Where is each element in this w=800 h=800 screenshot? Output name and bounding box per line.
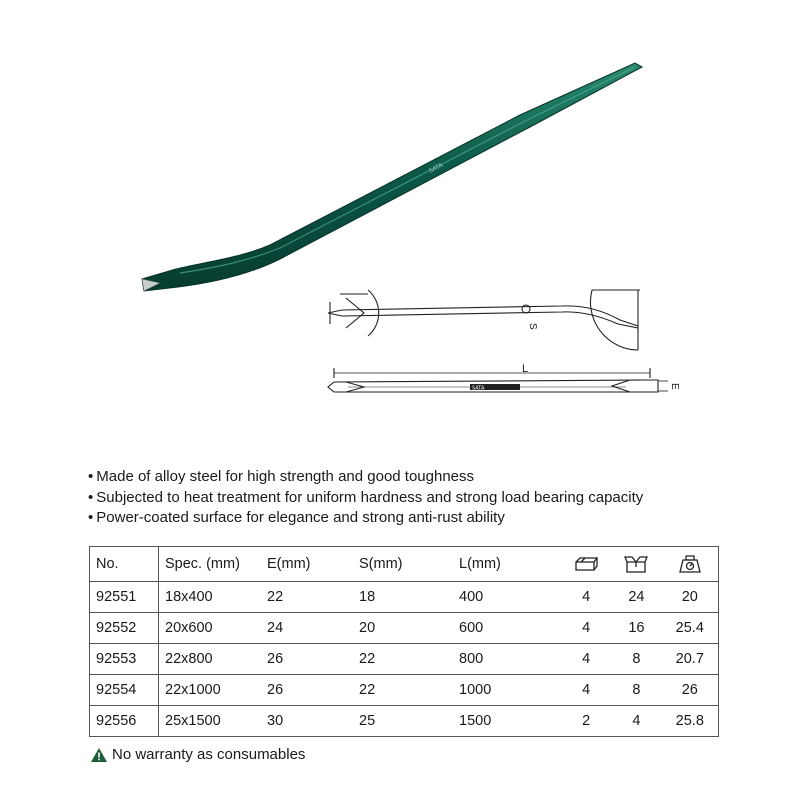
- table-row: [90, 675, 719, 706]
- cell-spec: 20x600: [159, 613, 262, 644]
- cell-weight: 25.4: [662, 613, 719, 644]
- feature-item: • Subjected to heat treatment for uniform hardness and strong load bearing capacity: [88, 488, 728, 509]
- diagram-engraving: SATA: [472, 385, 485, 392]
- warranty-notice: [90, 746, 305, 763]
- inner-box-icon: [561, 547, 611, 582]
- cell-s: 22: [353, 675, 453, 706]
- table-row: [90, 644, 719, 675]
- feature-item: • Power-coated surface for elegance and strong anti-rust ability: [88, 508, 728, 529]
- header-spec: Spec. (mm): [159, 547, 262, 582]
- header-no: No.: [90, 547, 159, 582]
- table-row: [90, 582, 719, 613]
- cell-weight: 25.8: [662, 706, 719, 737]
- cell-spec: 18x400: [159, 582, 262, 613]
- table-row: [90, 706, 719, 737]
- length-label: L: [522, 363, 529, 375]
- cell-carton: 8: [611, 644, 661, 675]
- warning-triangle-icon: [90, 747, 108, 763]
- end-label: E: [669, 383, 680, 390]
- cell-spec: 25x1500: [159, 706, 262, 737]
- cell-no: 92554: [90, 675, 159, 706]
- cell-spec: 22x800: [159, 644, 262, 675]
- feature-item: • Made of alloy steel for high strength and good toughness: [88, 467, 728, 488]
- cell-inner: 4: [561, 675, 611, 706]
- table-row: [90, 613, 719, 644]
- cell-weight: 26: [662, 675, 719, 706]
- scale-icon: [662, 547, 719, 582]
- svg-text:SATA: SATA: [427, 161, 445, 175]
- cell-l: 400: [453, 582, 561, 613]
- cell-weight: 20: [662, 582, 719, 613]
- cell-carton: 24: [611, 582, 661, 613]
- cell-l: 600: [453, 613, 561, 644]
- cell-s: 22: [353, 644, 453, 675]
- cell-s: 20: [353, 613, 453, 644]
- cell-inner: 4: [561, 613, 611, 644]
- cell-no: 92553: [90, 644, 159, 675]
- feature-list: [88, 467, 728, 529]
- cell-e: 30: [261, 706, 353, 737]
- cell-e: 22: [261, 582, 353, 613]
- cell-inner: 2: [561, 706, 611, 737]
- cell-inner: 4: [561, 644, 611, 675]
- carton-icon: [611, 547, 661, 582]
- cell-s: 18: [353, 582, 453, 613]
- shaft-label: S: [527, 323, 538, 330]
- header-e: E(mm): [261, 547, 353, 582]
- cell-l: 1500: [453, 706, 561, 737]
- cell-spec: 22x1000: [159, 675, 262, 706]
- cell-no: 92556: [90, 706, 159, 737]
- header-l: L(mm): [453, 547, 561, 582]
- cell-e: 26: [261, 644, 353, 675]
- cell-no: 92552: [90, 613, 159, 644]
- header-s: S(mm): [353, 547, 453, 582]
- table-header-row: [90, 547, 719, 582]
- cell-carton: 4: [611, 706, 661, 737]
- crowbar-photo: [130, 55, 650, 295]
- crowbar-dimension-diagram: [320, 280, 680, 415]
- warranty-text: No warranty as consumables: [112, 746, 306, 763]
- cell-s: 25: [353, 706, 453, 737]
- cell-e: 26: [261, 675, 353, 706]
- cell-l: 1000: [453, 675, 561, 706]
- cell-weight: 20.7: [662, 644, 719, 675]
- cell-no: 92551: [90, 582, 159, 613]
- spec-table: [89, 546, 719, 737]
- cell-l: 800: [453, 644, 561, 675]
- cell-e: 24: [261, 613, 353, 644]
- cell-inner: 4: [561, 582, 611, 613]
- cell-carton: 16: [611, 613, 661, 644]
- cell-carton: 8: [611, 675, 661, 706]
